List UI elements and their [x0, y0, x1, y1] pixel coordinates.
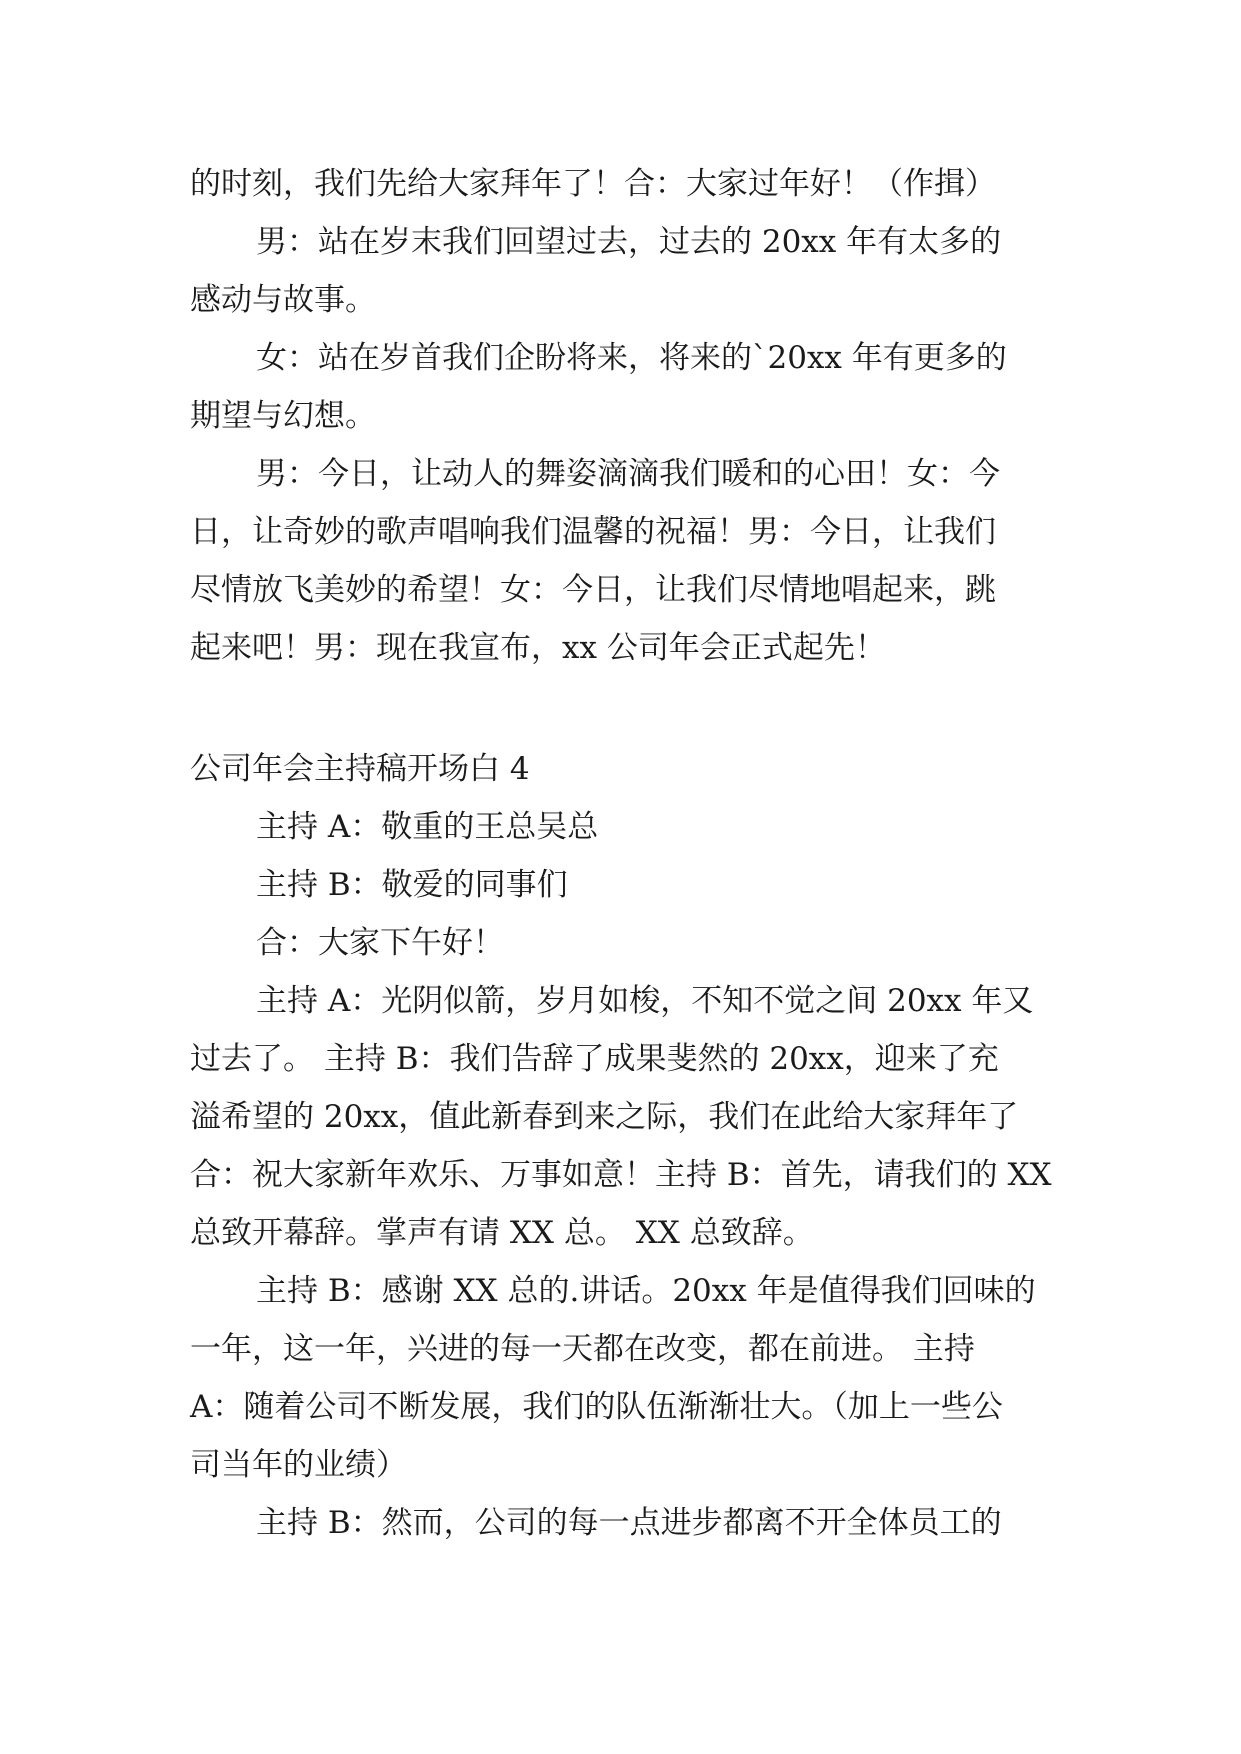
text-line: 总致开幕辞。掌声有请 XX 总。 XX 总致辞。 [190, 1215, 814, 1251]
text-block-1 [190, 155, 1050, 677]
text-line: 期望与幻想。 [190, 398, 376, 434]
text-line: 日，让奇妙的歌声唱响我们温馨的祝福！男：今日，让我们 [190, 514, 996, 550]
text-line: 溢希望的 20xx，值此新春到来之际，我们在此给大家拜年了 [190, 1099, 1019, 1135]
text-line: 起来吧！男：现在我宣布，xx 公司年会正式起先！ [190, 630, 886, 666]
text-line: A：随着公司不断发展，我们的队伍渐渐壮大。（加上一些公 [190, 1389, 1003, 1425]
text-line: 主持 B：感谢 XX 总的.讲话。20xx 年是值得我们回味的 [256, 1273, 1036, 1309]
text-line: 合：祝大家新年欢乐、万事如意！主持 B：首先，请我们的 XX [190, 1157, 1052, 1193]
text-line: 女：站在岁首我们企盼将来，将来的`20xx 年有更多的 [256, 340, 1007, 376]
text-line: 主持 B：敬爱的同事们 [256, 867, 568, 903]
text-line: 主持 B：然而，公司的每一点进步都离不开全体员工的 [256, 1505, 1002, 1541]
section-heading: 公司年会主持稿开场白 4 [190, 751, 530, 787]
text-line: 男：站在岁末我们回望过去，过去的 20xx 年有太多的 [256, 224, 1002, 260]
text-line: 主持 A：敬重的王总吴总 [256, 809, 599, 845]
text-line: 感动与故事。 [190, 282, 376, 318]
text-line: 一年，这一年，兴进的每一天都在改变，都在前进。 主持 [190, 1331, 975, 1367]
text-line: 尽情放飞美妙的希望！女：今日，让我们尽情地唱起来，跳 [190, 572, 996, 608]
text-block-2 [190, 740, 1050, 1552]
text-line: 的时刻，我们先给大家拜年了！合：大家过年好！（作揖） [190, 166, 996, 202]
text-line: 主持 A：光阴似箭，岁月如梭，不知不觉之间 20xx 年又 [256, 983, 1034, 1019]
text-line: 过去了。 主持 B：我们告辞了成果斐然的 20xx，迎来了充 [190, 1041, 999, 1077]
text-line: 合：大家下午好！ [256, 925, 504, 961]
text-line: 男：今日，让动人的舞姿滴滴我们暖和的心田！女：今 [256, 456, 1000, 492]
text-line: 司当年的业绩） [190, 1447, 407, 1483]
